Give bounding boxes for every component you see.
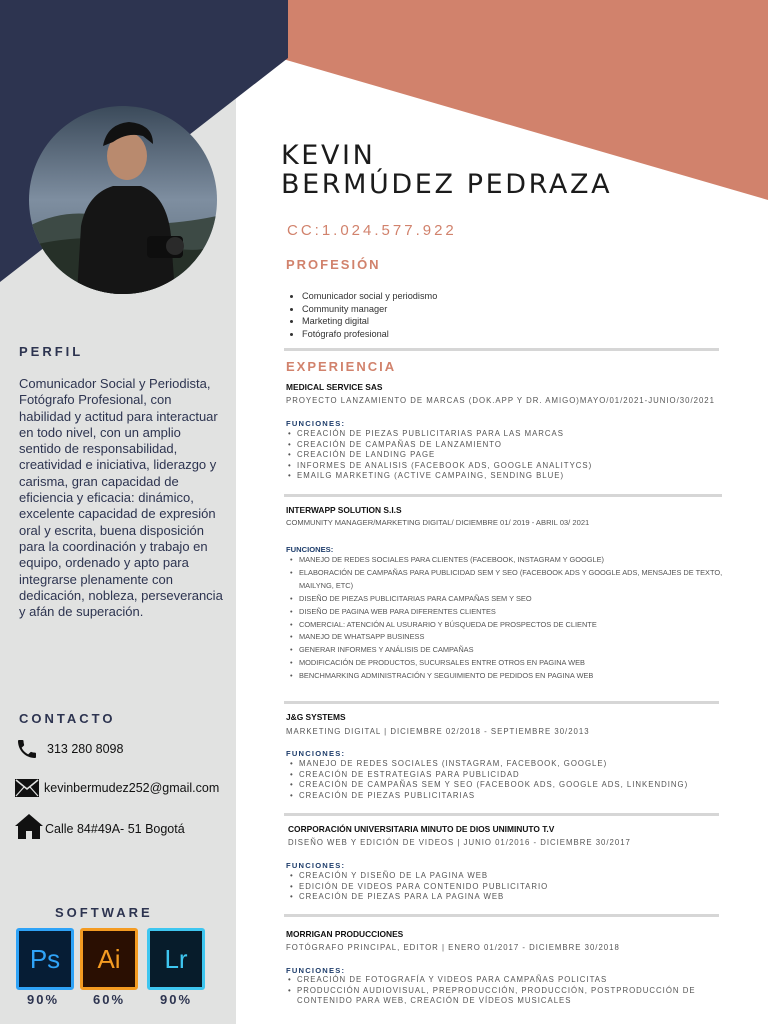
experience-title: EXPERIENCIA [286, 359, 397, 374]
contact-address [14, 812, 185, 840]
divider [284, 348, 719, 351]
functions-label: FUNCIONES: [286, 419, 346, 428]
full-name [281, 141, 612, 199]
job-tasks [290, 554, 740, 683]
list-item: • Comunicador social y periodismo [302, 290, 437, 303]
list-item: • DISEÑO DE PAGINA WEB PARA DIFERENTES CLIENTES [290, 606, 740, 619]
divider [284, 494, 722, 497]
list-item: • MANEJO DE WHATSAPP BUSINESS [290, 631, 740, 644]
list-item: • CREACIÓN DE LANDING PAGE [288, 450, 592, 461]
profile-text: Comunicador Social y Periodista, Fotógrafo Profesional, con habilidad y actitud para interactuar en todo nivel, con un amplio sentido de responsabilidad, creatividad e iniciativa, liderazgo y carisma, gran capacidad de eficiencia y eficacia: dinámico, excelente capacidad de expresión oral y escrita, buena disposición para la coordinación y trabajo en equipo, ordenado y apto para integrarse plenamente con dedicación, nobleza, perseverancia y afán de superación. [19, 376, 223, 620]
list-item: • CREACIÓN DE PIEZAS PUBLICITARIAS [290, 791, 688, 802]
id-number: CC:1.024.577.922 [287, 222, 457, 239]
contact-email [14, 777, 219, 799]
address-text: Calle 84#49A- 51 Bogotá [45, 822, 185, 836]
functions-label: FUNCIONES: [286, 545, 334, 554]
list-item: • CREACIÓN DE CAMPAÑAS SEM Y SEO (FACEBOOK ADS, GOOGLE ADS, LINKENDING) [290, 780, 688, 791]
profession-title: PROFESIÓN [286, 257, 381, 272]
list-item: • EMAILG MARKETING (ACTIVE CAMPAING, SENDING BLUE) [288, 471, 592, 482]
list-item: • CREACIÓN DE FOTOGRAFÍA Y VIDEOS PARA CAMPAÑAS POLICITAS [288, 975, 748, 986]
list-item: • CREACIÓN DE ESTRATEGIAS PARA PUBLICIDAD [290, 770, 688, 781]
list-item: • MANEJO DE REDES SOCIALES (INSTAGRAM, FACEBOOK, GOOGLE) [290, 759, 688, 770]
job-tasks [290, 759, 688, 801]
list-item: • BENCHMARKING ADMINISTRACIÓN Y SEGUIMIENTO DE PEDIDOS EN PAGINA WEB [290, 670, 740, 683]
divider [284, 813, 719, 816]
divider [284, 701, 719, 704]
job-tasks [290, 871, 548, 903]
divider [284, 914, 719, 917]
profile-title: PERFIL [19, 344, 84, 359]
list-item: • CREACIÓN DE PIEZAS PARA LA PAGINA WEB [290, 892, 548, 903]
job-company: MORRIGAN PRODUCCIONES [286, 929, 404, 939]
profession-list [290, 290, 437, 340]
list-item: • Marketing digital [302, 315, 437, 328]
home-icon [14, 812, 44, 840]
photoshop-icon: Ps [16, 928, 74, 990]
job-tasks [288, 429, 592, 482]
envelope-icon [14, 777, 40, 799]
list-item: • MODIFICACIÓN DE PRODUCTOS, SUCURSALES ENTRE OTROS EN PAGINA WEB [290, 657, 740, 670]
job-detail: DISEÑO WEB Y EDICIÓN DE VIDEOS | JUNIO 01/2016 - DICIEMBRE 30/2017 [288, 838, 631, 847]
list-item: • ELABORACIÓN DE CAMPAÑAS PARA PUBLICIDAD SEM Y SEO (FACEBOOK ADS Y GOOGLE ADS, MENSAJES DE TEXTO, MAILYNG, ETC) [290, 567, 740, 593]
job-company: J&G SYSTEMS [286, 712, 346, 722]
functions-label: FUNCIONES: [286, 966, 346, 975]
list-item: • Community manager [302, 303, 437, 316]
list-item: • CREACIÓN Y DISEÑO DE LA PAGINA WEB [290, 871, 548, 882]
contact-phone [14, 737, 123, 761]
job-detail: PROYECTO LANZAMIENTO DE MARCAS (DOK.APP Y DR. AMIGO)MAYO/01/2021-JUNIO/30/2021 [286, 396, 715, 405]
functions-label: FUNCIONES: [286, 861, 346, 870]
first-name: KEVIN [281, 140, 376, 171]
list-item: • INFORMES DE ANALISIS (FACEBOOK ADS, GOOGLE ANALITYCS) [288, 461, 592, 472]
photoshop-percent: 90% [26, 992, 60, 1007]
list-item: • CREACIÓN DE CAMPAÑAS DE LANZAMIENTO [288, 440, 592, 451]
job-company: CORPORACIÓN UNIVERSITARIA MINUTO DE DIOS UNIMINUTO T.V [288, 824, 555, 834]
lightroom-percent: 90% [159, 992, 193, 1007]
job-detail: MARKETING DIGITAL | DICIEMBRE 02/2018 - SEPTIEMBRE 30/2013 [286, 727, 590, 736]
phone-icon [14, 737, 40, 761]
illustrator-percent: 60% [92, 992, 126, 1007]
job-detail: COMMUNITY MANAGER/MARKETING DIGITAL/ DICIEMBRE 01/ 2019 - ABRIL 03/ 2021 [286, 518, 590, 527]
functions-label: FUNCIONES: [286, 749, 346, 758]
illustrator-icon: Ai [80, 928, 138, 990]
list-item: • DISEÑO DE PIEZAS PUBLICITARIAS PARA CAMPAÑAS SEM Y SEO [290, 593, 740, 606]
list-item: • MANEJO DE REDES SOCIALES PARA CLIENTES (FACEBOOK, INSTAGRAM Y GOOGLE) [290, 554, 740, 567]
job-detail: FOTÓGRAFO PRINCIPAL, EDITOR | ENERO 01/2017 - DICIEMBRE 30/2018 [286, 943, 620, 952]
list-item: • Fotógrafo profesional [302, 328, 437, 341]
last-name: BERMÚDEZ PEDRAZA [281, 169, 613, 200]
email-address[interactable]: kevinbermudez252@gmail.com [44, 781, 220, 795]
list-item: • CREACIÓN DE PIEZAS PUBLICITARIAS PARA LAS MARCAS [288, 429, 592, 440]
software-title: SOFTWARE [55, 905, 153, 920]
job-company: MEDICAL SERVICE SAS [286, 382, 383, 392]
list-item: • COMERCIAL: ATENCIÓN AL USURARIO Y BÚSQUEDA DE PROSPECTOS DE CLIENTE [290, 619, 740, 632]
profile-photo [29, 106, 217, 294]
list-item: • PRODUCCIÓN AUDIOVISUAL, PREPRODUCCIÓN, PRODUCCIÓN, POSTPRODUCCIÓN DE CONTENIDO PARA WEB, CREACIÓN DE VÍDEOS MUSICALES [288, 986, 748, 1007]
contact-title: CONTACTO [19, 711, 116, 726]
list-item: • EDICIÓN DE VIDEOS PARA CONTENIDO PUBLICITARIO [290, 882, 548, 893]
lightroom-icon: Lr [147, 928, 205, 990]
job-company: INTERWAPP SOLUTION S.I.S [286, 505, 402, 515]
phone-number[interactable]: 313 280 8098 [47, 742, 124, 756]
list-item: • GENERAR INFORMES Y ANÁLISIS DE CAMPAÑAS [290, 644, 740, 657]
job-tasks [288, 975, 748, 1007]
